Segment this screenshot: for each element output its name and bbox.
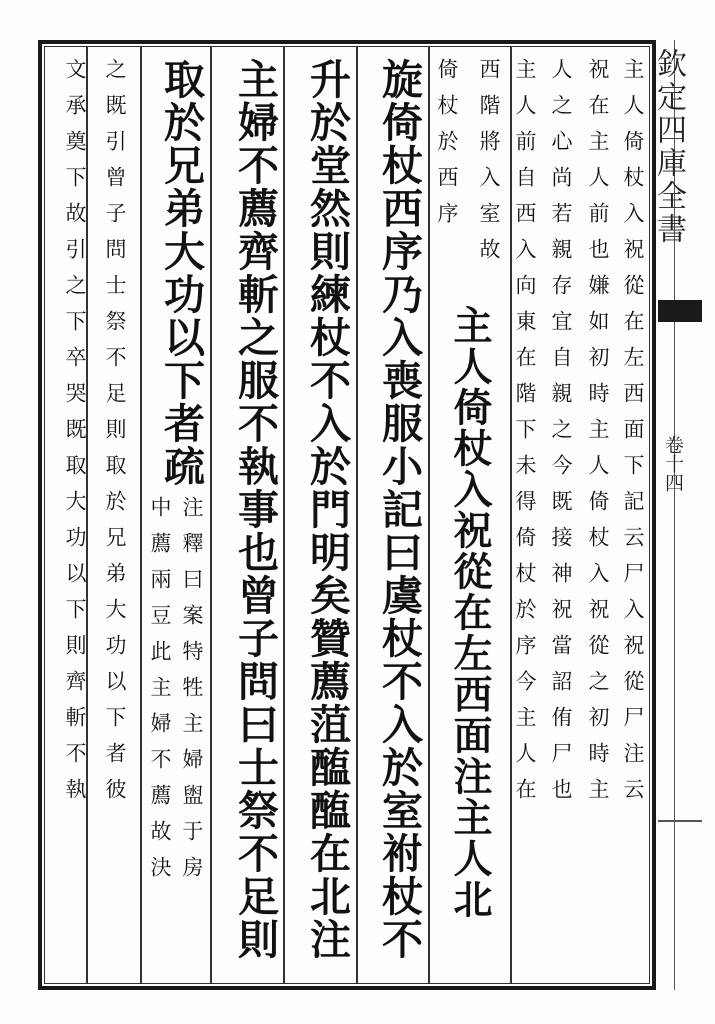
text-column: 主婦不薦齊斬之服不執事也曾子問曰士祭不足則 xyxy=(231,58,279,961)
text-column: 西階將入室故 xyxy=(477,58,501,274)
text-column: 主人倚杖入祝從在左西面注主人北 xyxy=(447,305,493,920)
juan-number: 卷十四 xyxy=(662,435,684,492)
text-column: 人之心尚若親存宜自親之今既接神祝當詔侑尸也 xyxy=(549,58,573,814)
text-column: 旋倚杖西序乃入喪服小記曰虞杖不入於室祔杖不 xyxy=(375,58,423,961)
text-column: 中薦兩豆此主婦不薦故決 xyxy=(148,496,172,892)
text-column: 注釋曰案特牲主婦盥于房 xyxy=(180,496,204,892)
fishtail-mark xyxy=(658,300,702,322)
text-column: 取於兄弟大功以下者疏 xyxy=(157,58,205,488)
text-column: 主人倚杖入祝從在左西面下記云尸入祝從尸注云 xyxy=(621,58,645,814)
text-column: 升於堂然則練杖不入於門明矣贊薦菹醢醢在北注 xyxy=(303,58,351,961)
text-column: 祝在主人前也嫌如初時主人倚杖入祝從之初時主 xyxy=(586,58,610,814)
text-column: 倚杖於西序 xyxy=(435,58,459,238)
book-title: 欽定四庫全書 xyxy=(651,48,686,246)
text-column: 文承奠下故引之下卒哭既取大功以下則齊斬不執 xyxy=(63,58,87,814)
text-column: 主人前自西入向東在階下未得倚杖於序今主人在 xyxy=(513,58,537,814)
column-rule xyxy=(140,46,142,984)
text-column: 之既引曾子問士祭不足則取於兄弟大功以下者彼 xyxy=(103,58,127,814)
gutter-tick xyxy=(658,820,702,822)
